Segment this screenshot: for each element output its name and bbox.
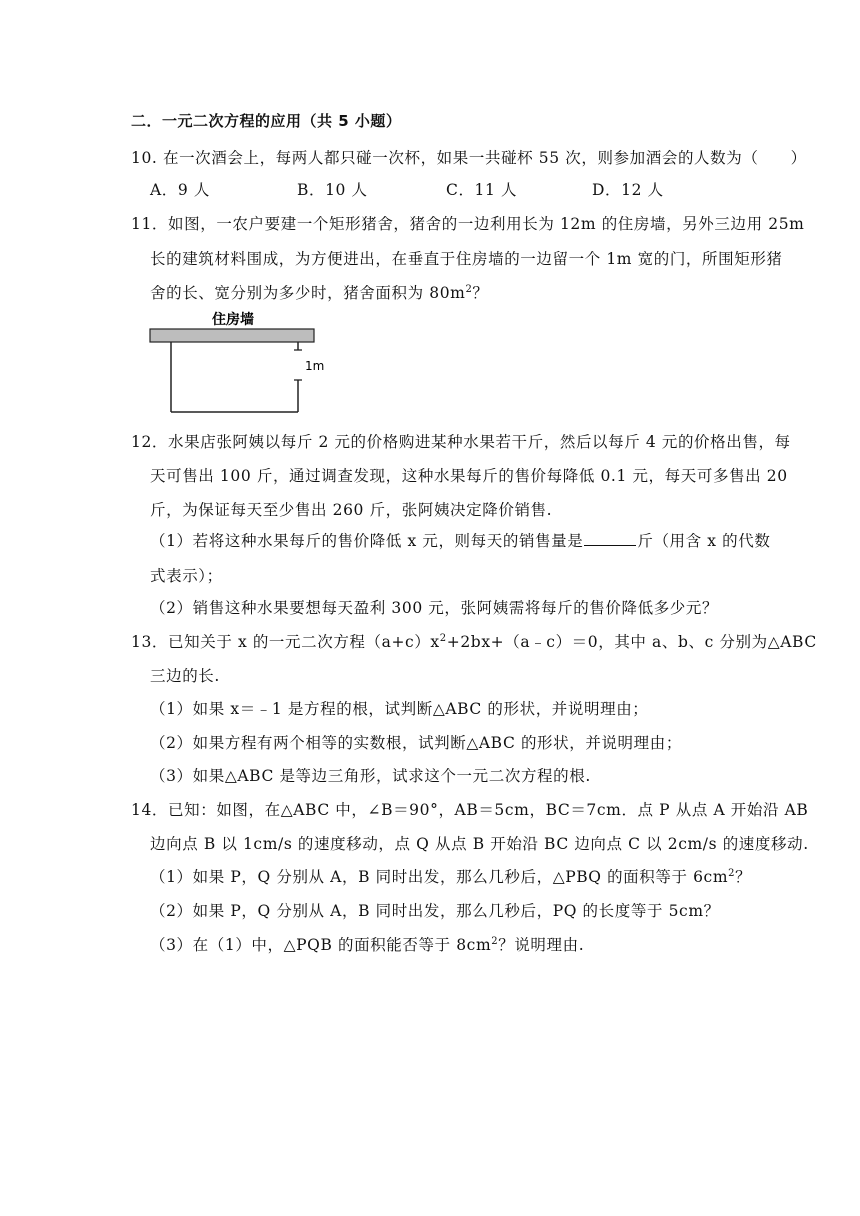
q13-part2: （2）如果方程有两个相等的实数根，试判断△ABC 的形状，并说明理由； (150, 734, 682, 752)
q14-part1 (150, 867, 751, 887)
q14-part1-exponent: 2 (728, 867, 736, 879)
q14-part1-end: ？ (735, 868, 752, 886)
q12-stem-line2: 天可售出 100 斤，通过调查发现，这种水果每斤的售价每降低 0.1 元，每天可多售出 20 (150, 467, 788, 485)
q10-option-a: A．9 人 (150, 181, 210, 199)
q14-part2: （2）如果 P，Q 分别从 A，B 同时出发，那么几秒后，PQ 的长度等于 5cm？ (150, 902, 720, 920)
q12-part1-text: （1）若将这种水果每斤的售价降低 x 元，则每天的销售量是 (150, 532, 584, 550)
house-wall (150, 329, 314, 342)
q13-part1: （1）如果 x＝﹣1 是方程的根，试判断△ABC 的形状，并说明理由； (150, 700, 649, 718)
q14-stem-line1: 14．已知：如图，在△ABC 中，∠B＝90°，AB＝5cm，BC＝7cm．点 P 从点 A 开始沿 AB (131, 801, 809, 819)
q11-stem-line1: 11．如图，一农户要建一个矩形猪舍，猪舍的一边利用长为 12m 的住房墙，另外三边用 25m (131, 215, 805, 233)
q12-part1-end: 斤（用含 x 的代数 (637, 532, 771, 550)
q11-exponent: 2 (465, 283, 473, 295)
q14-stem-line2: 边向点 B 以 1cm/s 的速度移动，点 Q 从点 B 开始沿 BC 边向点 C 以 2cm/s 的速度移动. (150, 835, 809, 853)
door-width-label: 1m (305, 359, 325, 373)
q14-part3-exponent: 2 (491, 935, 499, 947)
q10-option-b: B．10 人 (297, 181, 368, 199)
q12-part1-continued: 式表示）； (150, 567, 223, 585)
q11-stem-line2: 长的建筑材料围成，为方便进出，在垂直于住房墙的一边留一个 1m 宽的门，所围矩形猪 (150, 250, 783, 268)
q14-part1-text: （1）如果 P，Q 分别从 A，B 同时出发，那么几秒后，△PBQ 的面积等于 6cm (150, 868, 729, 886)
q13-part3: （3）如果△ABC 是等边三角形，试求这个一元二次方程的根. (150, 767, 591, 785)
q13-stem-line2: 三边的长. (150, 667, 220, 685)
q12-answer-blank[interactable] (584, 531, 636, 546)
q10-option-d: D．12 人 (592, 181, 664, 199)
pigpen-figure (148, 308, 348, 420)
q12-stem-line3: 斤，为保证每天至少售出 260 斤，张阿姨决定降价销售. (150, 501, 553, 519)
q13-stem-text-end: +2bx+（a﹣c）＝0，其中 a、b、c 分别为△ABC (446, 633, 817, 651)
q11-stem-line3-end: ？ (472, 284, 489, 302)
q11-stem-line3 (150, 283, 489, 303)
q10-option-c: C．11 人 (446, 181, 518, 199)
q14-part3-end: ？说明理由. (498, 936, 585, 954)
q10-stem: 10. 在一次酒会上，每两人都只碰一次杯，如果一共碰杯 55 次，则参加酒会的人数为（ ） (131, 149, 807, 167)
q12-part2: （2）销售这种水果要想每天盈利 300 元，张阿姨需将每斤的售价降低多少元？ (150, 599, 719, 617)
wall-label: 住房墙 (212, 312, 254, 328)
q13-stem-text: 13．已知关于 x 的一元二次方程（a+c）x (131, 633, 440, 651)
q14-part3 (150, 935, 584, 955)
q12-part1 (150, 531, 770, 551)
section-title: 二．一元二次方程的应用（共 5 小题） (131, 112, 402, 130)
q11-stem-line3-text: 舍的长、宽分别为多少时，猪舍面积为 80m (150, 284, 466, 302)
q12-stem-line1: 12．水果店张阿姨以每斤 2 元的价格购进某种水果若干斤，然后以每斤 4 元的价格出售，每 (131, 433, 791, 451)
q14-part3-text: （3）在（1）中，△PQB 的面积能否等于 8cm (150, 936, 492, 954)
q13-exponent: 2 (439, 632, 447, 644)
q13-stem-line1 (131, 632, 817, 652)
